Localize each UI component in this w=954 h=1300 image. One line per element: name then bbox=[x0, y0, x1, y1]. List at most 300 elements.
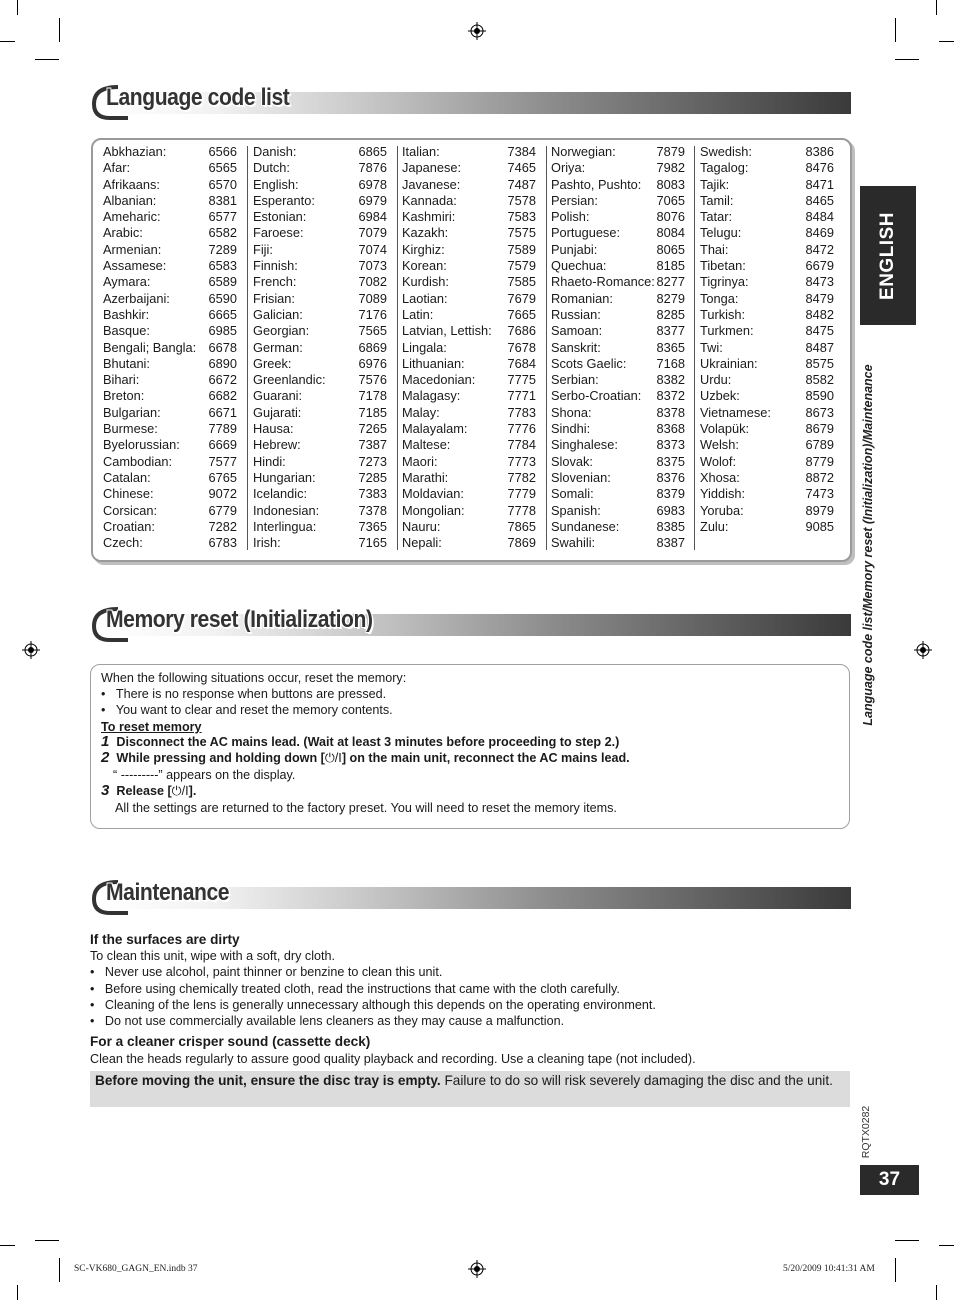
language-name: Maori: bbox=[402, 453, 438, 469]
warning-box bbox=[90, 1071, 850, 1107]
paragraph: To clean this unit, wipe with a soft, dry cloth. bbox=[90, 949, 335, 963]
language-row bbox=[551, 437, 685, 453]
language-row bbox=[402, 535, 536, 551]
language-name: Somali: bbox=[551, 486, 594, 502]
language-code: 7465 bbox=[507, 160, 536, 176]
intro-text: When the following situations occur, reset the memory: bbox=[101, 671, 407, 685]
language-code: 6669 bbox=[208, 437, 237, 453]
language-row bbox=[700, 225, 834, 241]
language-code: 8487 bbox=[805, 339, 834, 355]
language-row bbox=[253, 454, 387, 470]
language-row bbox=[700, 209, 834, 225]
language-code: 7784 bbox=[507, 437, 536, 453]
language-code: 8368 bbox=[656, 421, 685, 437]
language-name: Norwegian: bbox=[551, 144, 616, 159]
language-code: 6985 bbox=[208, 323, 237, 339]
language-row bbox=[700, 160, 834, 176]
language-row bbox=[253, 356, 387, 372]
language-name: Bulgarian: bbox=[103, 404, 161, 420]
step-note: All the settings are returned to the factory preset. You will need to reset the memory items. bbox=[115, 801, 617, 815]
language-code: 6983 bbox=[656, 502, 685, 518]
language-row bbox=[253, 405, 387, 421]
language-name: Yiddish: bbox=[700, 486, 746, 502]
language-code: 7771 bbox=[507, 388, 536, 404]
language-row bbox=[402, 209, 536, 225]
language-code: 7783 bbox=[507, 404, 536, 420]
language-code: 7773 bbox=[507, 453, 536, 469]
language-row bbox=[253, 160, 387, 176]
language-row bbox=[551, 503, 685, 519]
language-code: 8479 bbox=[805, 290, 834, 306]
language-code: 8469 bbox=[805, 225, 834, 241]
section-title: Memory reset (Initialization) bbox=[106, 606, 373, 633]
language-name: Hausa: bbox=[253, 421, 294, 437]
language-name: Sindhi: bbox=[551, 421, 591, 437]
section-header-language bbox=[88, 82, 851, 122]
language-code: 7678 bbox=[507, 339, 536, 355]
language-row bbox=[700, 519, 834, 535]
crop-mark bbox=[35, 1240, 59, 1241]
language-code: 8285 bbox=[656, 306, 685, 322]
language-row bbox=[700, 356, 834, 372]
page-number: 37 bbox=[860, 1165, 919, 1195]
language-code: 6582 bbox=[208, 225, 237, 241]
language-row bbox=[402, 291, 536, 307]
language-name: Malay: bbox=[402, 404, 440, 420]
step-number: 1 bbox=[101, 733, 110, 750]
language-name: Turkish: bbox=[700, 306, 746, 322]
language-code: 6672 bbox=[208, 372, 237, 388]
language-code: 7265 bbox=[358, 421, 387, 437]
language-name: Bengali; Bangla: bbox=[103, 339, 197, 355]
language-name: Nepali: bbox=[402, 535, 442, 551]
bullet-item: • Never use alcohol, paint thinner or benzine to clean this unit. bbox=[90, 965, 443, 979]
language-row bbox=[253, 209, 387, 225]
language-name: Kashmiri: bbox=[402, 209, 456, 225]
crop-mark bbox=[939, 41, 954, 42]
language-code: 8779 bbox=[805, 453, 834, 469]
language-name: Frisian: bbox=[253, 290, 295, 306]
step-number: 3 bbox=[101, 782, 110, 799]
language-code: 7575 bbox=[507, 225, 536, 241]
language-row bbox=[253, 535, 387, 551]
language-code: 8083 bbox=[656, 176, 685, 192]
language-row bbox=[103, 470, 237, 486]
language-row bbox=[402, 307, 536, 323]
language-name: Bashkir: bbox=[103, 306, 150, 322]
language-code: 7578 bbox=[507, 192, 536, 208]
language-row bbox=[402, 470, 536, 486]
language-code: 8979 bbox=[805, 502, 834, 518]
language-code: 8373 bbox=[656, 437, 685, 453]
crop-mark bbox=[0, 41, 15, 42]
language-row bbox=[103, 209, 237, 225]
language-code: 8679 bbox=[805, 421, 834, 437]
crop-mark bbox=[895, 18, 896, 42]
language-code: 9085 bbox=[805, 518, 834, 534]
language-name: Rhaeto-Romance: bbox=[551, 274, 655, 290]
section-header-maintenance bbox=[88, 877, 851, 917]
bullet-text: Before using chemically treated cloth, read the instructions that came with the cloth carefully. bbox=[104, 982, 620, 996]
language-name: Malayalam: bbox=[402, 421, 468, 437]
language-name: Galician: bbox=[253, 306, 303, 322]
running-header: Language code list/Memory reset (Initialization)/Maintenance bbox=[861, 364, 875, 726]
power-icon: ⏻/I bbox=[171, 784, 189, 798]
footer-timestamp: 5/20/2009 10:41:31 AM bbox=[783, 1264, 875, 1274]
language-name: Zulu: bbox=[700, 518, 729, 534]
language-name: Albanian: bbox=[103, 192, 157, 208]
language-column bbox=[253, 144, 387, 551]
crop-mark bbox=[35, 59, 59, 60]
subheading: For a cleaner crisper sound (cassette deck) bbox=[90, 1034, 371, 1049]
language-row bbox=[103, 160, 237, 176]
language-row bbox=[103, 454, 237, 470]
language-name: Burmese: bbox=[103, 421, 158, 437]
language-code: 8378 bbox=[656, 404, 685, 420]
language-name: Pashto, Pushto: bbox=[551, 176, 642, 192]
language-row bbox=[402, 258, 536, 274]
column-divider bbox=[397, 146, 398, 550]
language-row bbox=[700, 177, 834, 193]
language-row bbox=[551, 388, 685, 404]
language-row bbox=[402, 519, 536, 535]
language-name: Quechua: bbox=[551, 258, 607, 274]
language-row bbox=[103, 225, 237, 241]
language-code: 8372 bbox=[656, 388, 685, 404]
language-name: Malagasy: bbox=[402, 388, 461, 404]
language-code: 8582 bbox=[805, 372, 834, 388]
language-code: 7585 bbox=[507, 274, 536, 290]
section-title: Language code list bbox=[106, 84, 290, 111]
language-code: 7487 bbox=[507, 176, 536, 192]
language-code: 7565 bbox=[358, 323, 387, 339]
language-name: Afrikaans: bbox=[103, 176, 160, 192]
language-name: Hindi: bbox=[253, 453, 286, 469]
language-code: 7684 bbox=[507, 355, 536, 371]
footer-filename: SC-VK680_GAGN_EN.indb 37 bbox=[74, 1264, 198, 1274]
language-code: 7583 bbox=[507, 209, 536, 225]
language-name: Xhosa: bbox=[700, 469, 740, 485]
language-row bbox=[700, 323, 834, 339]
language-row bbox=[551, 535, 685, 551]
language-name: Shona: bbox=[551, 404, 592, 420]
language-row bbox=[551, 454, 685, 470]
language-name: Tajik: bbox=[700, 176, 730, 192]
language-row bbox=[402, 421, 536, 437]
language-name: Serbian: bbox=[551, 372, 599, 388]
language-name: Assamese: bbox=[103, 258, 167, 274]
language-code: 7065 bbox=[656, 192, 685, 208]
language-row bbox=[551, 193, 685, 209]
step-1 bbox=[101, 734, 619, 750]
language-row bbox=[402, 144, 536, 160]
language-name: Telugu: bbox=[700, 225, 742, 241]
language-row bbox=[402, 177, 536, 193]
language-row bbox=[551, 340, 685, 356]
bullet-item: • Before using chemically treated cloth, read the instructions that came with the cloth carefully. bbox=[90, 982, 620, 996]
language-row bbox=[700, 307, 834, 323]
language-name: Icelandic: bbox=[253, 486, 308, 502]
language-row bbox=[402, 486, 536, 502]
step-text: ] on the main unit, reconnect the AC mains lead. bbox=[341, 751, 630, 765]
language-code: 7579 bbox=[507, 258, 536, 274]
language-name: Oriya: bbox=[551, 160, 586, 176]
document-code: RQTX0282 bbox=[860, 1105, 872, 1159]
language-row bbox=[402, 274, 536, 290]
language-code: 6577 bbox=[208, 209, 237, 225]
language-row bbox=[700, 291, 834, 307]
language-row bbox=[700, 503, 834, 519]
language-code: 7365 bbox=[358, 518, 387, 534]
language-code: 7473 bbox=[805, 486, 834, 502]
language-name: French: bbox=[253, 274, 297, 290]
language-code-table bbox=[91, 138, 852, 562]
language-column bbox=[700, 144, 834, 535]
language-code: 8375 bbox=[656, 453, 685, 469]
language-row bbox=[551, 291, 685, 307]
language-row bbox=[253, 470, 387, 486]
language-row bbox=[402, 388, 536, 404]
step-text: Release [ bbox=[116, 784, 172, 798]
language-code: 8472 bbox=[805, 241, 834, 257]
language-row bbox=[700, 486, 834, 502]
crop-mark bbox=[17, 1285, 18, 1300]
language-name: Yoruba: bbox=[700, 502, 744, 518]
warning-bold: Before moving the unit, ensure the disc tray is empty. bbox=[95, 1073, 441, 1088]
language-name: Punjabi: bbox=[551, 241, 598, 257]
language-name: Marathi: bbox=[402, 469, 449, 485]
language-code: 8475 bbox=[805, 323, 834, 339]
crop-mark bbox=[939, 1245, 954, 1246]
registration-mark-icon bbox=[468, 1260, 486, 1278]
language-row bbox=[253, 242, 387, 258]
step-number: 2 bbox=[101, 749, 110, 766]
language-row bbox=[402, 454, 536, 470]
language-row bbox=[253, 340, 387, 356]
language-row bbox=[700, 470, 834, 486]
language-row bbox=[551, 209, 685, 225]
language-tab bbox=[860, 186, 916, 325]
language-code: 9072 bbox=[208, 486, 237, 502]
language-row bbox=[402, 503, 536, 519]
language-name: Turkmen: bbox=[700, 323, 754, 339]
language-name: Latin: bbox=[402, 306, 434, 322]
language-code: 6583 bbox=[208, 258, 237, 274]
language-row bbox=[103, 421, 237, 437]
language-row bbox=[103, 519, 237, 535]
language-row bbox=[402, 160, 536, 176]
language-name: Dutch: bbox=[253, 160, 290, 176]
language-row bbox=[253, 421, 387, 437]
language-row bbox=[700, 405, 834, 421]
language-row bbox=[551, 470, 685, 486]
language-name: Slovak: bbox=[551, 453, 593, 469]
subheading: If the surfaces are dirty bbox=[90, 932, 240, 947]
language-name: Danish: bbox=[253, 144, 297, 159]
language-row bbox=[103, 356, 237, 372]
language-name: Wolof: bbox=[700, 453, 737, 469]
language-code: 6589 bbox=[208, 274, 237, 290]
language-row bbox=[700, 388, 834, 404]
language-row bbox=[402, 323, 536, 339]
language-code: 6865 bbox=[358, 144, 387, 159]
language-code: 7679 bbox=[507, 290, 536, 306]
language-row bbox=[551, 274, 685, 290]
crop-mark bbox=[0, 1245, 15, 1246]
language-row bbox=[103, 340, 237, 356]
language-code: 8065 bbox=[656, 241, 685, 257]
crop-mark bbox=[895, 1258, 896, 1282]
language-code: 7285 bbox=[358, 469, 387, 485]
language-code: 7082 bbox=[358, 274, 387, 290]
language-name: Italian: bbox=[402, 144, 440, 159]
language-name: Afar: bbox=[103, 160, 131, 176]
language-name: Czech: bbox=[103, 535, 143, 551]
section-header-memory bbox=[88, 604, 851, 644]
bullet-text: There is no response when buttons are pressed. bbox=[115, 687, 387, 701]
language-name: Abkhazian: bbox=[103, 144, 167, 159]
language-code: 6789 bbox=[805, 437, 834, 453]
language-name: Portuguese: bbox=[551, 225, 621, 241]
language-row bbox=[551, 144, 685, 160]
language-code: 7869 bbox=[507, 535, 536, 551]
language-row bbox=[551, 242, 685, 258]
step-3 bbox=[101, 783, 196, 799]
step-note: “ ---------” appears on the display. bbox=[113, 768, 296, 782]
language-code: 7074 bbox=[358, 241, 387, 257]
language-row bbox=[253, 372, 387, 388]
bullet-item: • You want to clear and reset the memory contents. bbox=[101, 703, 393, 717]
language-name: Russian: bbox=[551, 306, 601, 322]
language-row bbox=[402, 242, 536, 258]
language-row bbox=[253, 519, 387, 535]
language-row bbox=[103, 535, 237, 551]
language-name: Vietnamese: bbox=[700, 404, 771, 420]
language-name: Faroese: bbox=[253, 225, 304, 241]
language-name: Urdu: bbox=[700, 372, 732, 388]
language-name: Greek: bbox=[253, 355, 292, 371]
language-name: Ameharic: bbox=[103, 209, 161, 225]
language-name: Chinese: bbox=[103, 486, 154, 502]
language-row bbox=[551, 519, 685, 535]
crop-mark bbox=[895, 1240, 919, 1241]
language-row bbox=[253, 486, 387, 502]
language-row bbox=[402, 437, 536, 453]
language-name: Croatian: bbox=[103, 518, 155, 534]
language-name: Byelorussian: bbox=[103, 437, 180, 453]
language-code: 8185 bbox=[656, 258, 685, 274]
language-name: Javanese: bbox=[402, 176, 461, 192]
language-code: 8381 bbox=[208, 192, 237, 208]
language-code: 8484 bbox=[805, 209, 834, 225]
language-code: 7165 bbox=[358, 535, 387, 551]
language-row bbox=[103, 144, 237, 160]
language-row bbox=[402, 405, 536, 421]
registration-mark-icon bbox=[914, 641, 932, 659]
step-text: ]. bbox=[188, 784, 197, 798]
language-code: 6869 bbox=[358, 339, 387, 355]
language-row bbox=[103, 503, 237, 519]
language-name: Uzbek: bbox=[700, 388, 740, 404]
language-name: Guarani: bbox=[253, 388, 303, 404]
column-divider bbox=[694, 146, 695, 550]
language-code: 6890 bbox=[208, 355, 237, 371]
subheading: To reset memory bbox=[101, 720, 202, 734]
language-code: 8279 bbox=[656, 290, 685, 306]
language-code: 8076 bbox=[656, 209, 685, 225]
language-row bbox=[253, 307, 387, 323]
language-row bbox=[700, 242, 834, 258]
language-name: Moldavian: bbox=[402, 486, 464, 502]
language-row bbox=[402, 356, 536, 372]
language-name: Breton: bbox=[103, 388, 145, 404]
language-code: 6678 bbox=[208, 339, 237, 355]
language-code: 7775 bbox=[507, 372, 536, 388]
language-name: Bihari: bbox=[103, 372, 140, 388]
language-row bbox=[103, 388, 237, 404]
language-code: 8365 bbox=[656, 339, 685, 355]
language-code: 8376 bbox=[656, 469, 685, 485]
language-code: 6665 bbox=[208, 306, 237, 322]
language-row bbox=[402, 225, 536, 241]
language-row bbox=[551, 258, 685, 274]
step-text: Disconnect the AC mains lead. (Wait at least 3 minutes before proceeding to step 2.) bbox=[116, 735, 620, 749]
language-name: Catalan: bbox=[103, 469, 151, 485]
language-row bbox=[253, 193, 387, 209]
language-name: Estonian: bbox=[253, 209, 307, 225]
language-name: Sundanese: bbox=[551, 518, 620, 534]
language-name: Korean: bbox=[402, 258, 447, 274]
language-row bbox=[103, 177, 237, 193]
language-name: Samoan: bbox=[551, 323, 603, 339]
language-code: 6671 bbox=[208, 404, 237, 420]
step-2 bbox=[101, 750, 630, 766]
language-column bbox=[103, 144, 237, 551]
language-code: 8473 bbox=[805, 274, 834, 290]
language-row bbox=[103, 405, 237, 421]
column-divider bbox=[247, 146, 248, 550]
language-name: Polish: bbox=[551, 209, 590, 225]
step-text: While pressing and holding down [ bbox=[116, 751, 325, 765]
language-name: English: bbox=[253, 176, 299, 192]
language-name: Cambodian: bbox=[103, 453, 173, 469]
bullet-text: You want to clear and reset the memory contents. bbox=[115, 703, 393, 717]
bullet-item: • There is no response when buttons are pressed. bbox=[101, 687, 387, 701]
language-code: 7876 bbox=[358, 160, 387, 176]
language-row bbox=[253, 291, 387, 307]
language-code: 8673 bbox=[805, 404, 834, 420]
language-code: 6565 bbox=[208, 160, 237, 176]
language-code: 7378 bbox=[358, 502, 387, 518]
language-code: 7782 bbox=[507, 469, 536, 485]
language-name: Mongolian: bbox=[402, 502, 465, 518]
language-name: Tamil: bbox=[700, 192, 734, 208]
language-code: 7665 bbox=[507, 306, 536, 322]
language-code: 7384 bbox=[507, 144, 536, 159]
section-title: Maintenance bbox=[106, 879, 230, 906]
warning-text: Failure to do so will risk severely damaging the disc and the unit. bbox=[440, 1073, 833, 1088]
language-row bbox=[700, 340, 834, 356]
language-name: Esperanto: bbox=[253, 192, 315, 208]
language-name: Spanish: bbox=[551, 502, 601, 518]
registration-mark-icon bbox=[22, 641, 40, 659]
column-divider bbox=[546, 146, 547, 550]
language-row bbox=[103, 242, 237, 258]
language-code: 8382 bbox=[656, 372, 685, 388]
bullet-text: Never use alcohol, paint thinner or benzine to clean this unit. bbox=[104, 965, 443, 979]
language-row bbox=[551, 421, 685, 437]
language-row bbox=[700, 454, 834, 470]
